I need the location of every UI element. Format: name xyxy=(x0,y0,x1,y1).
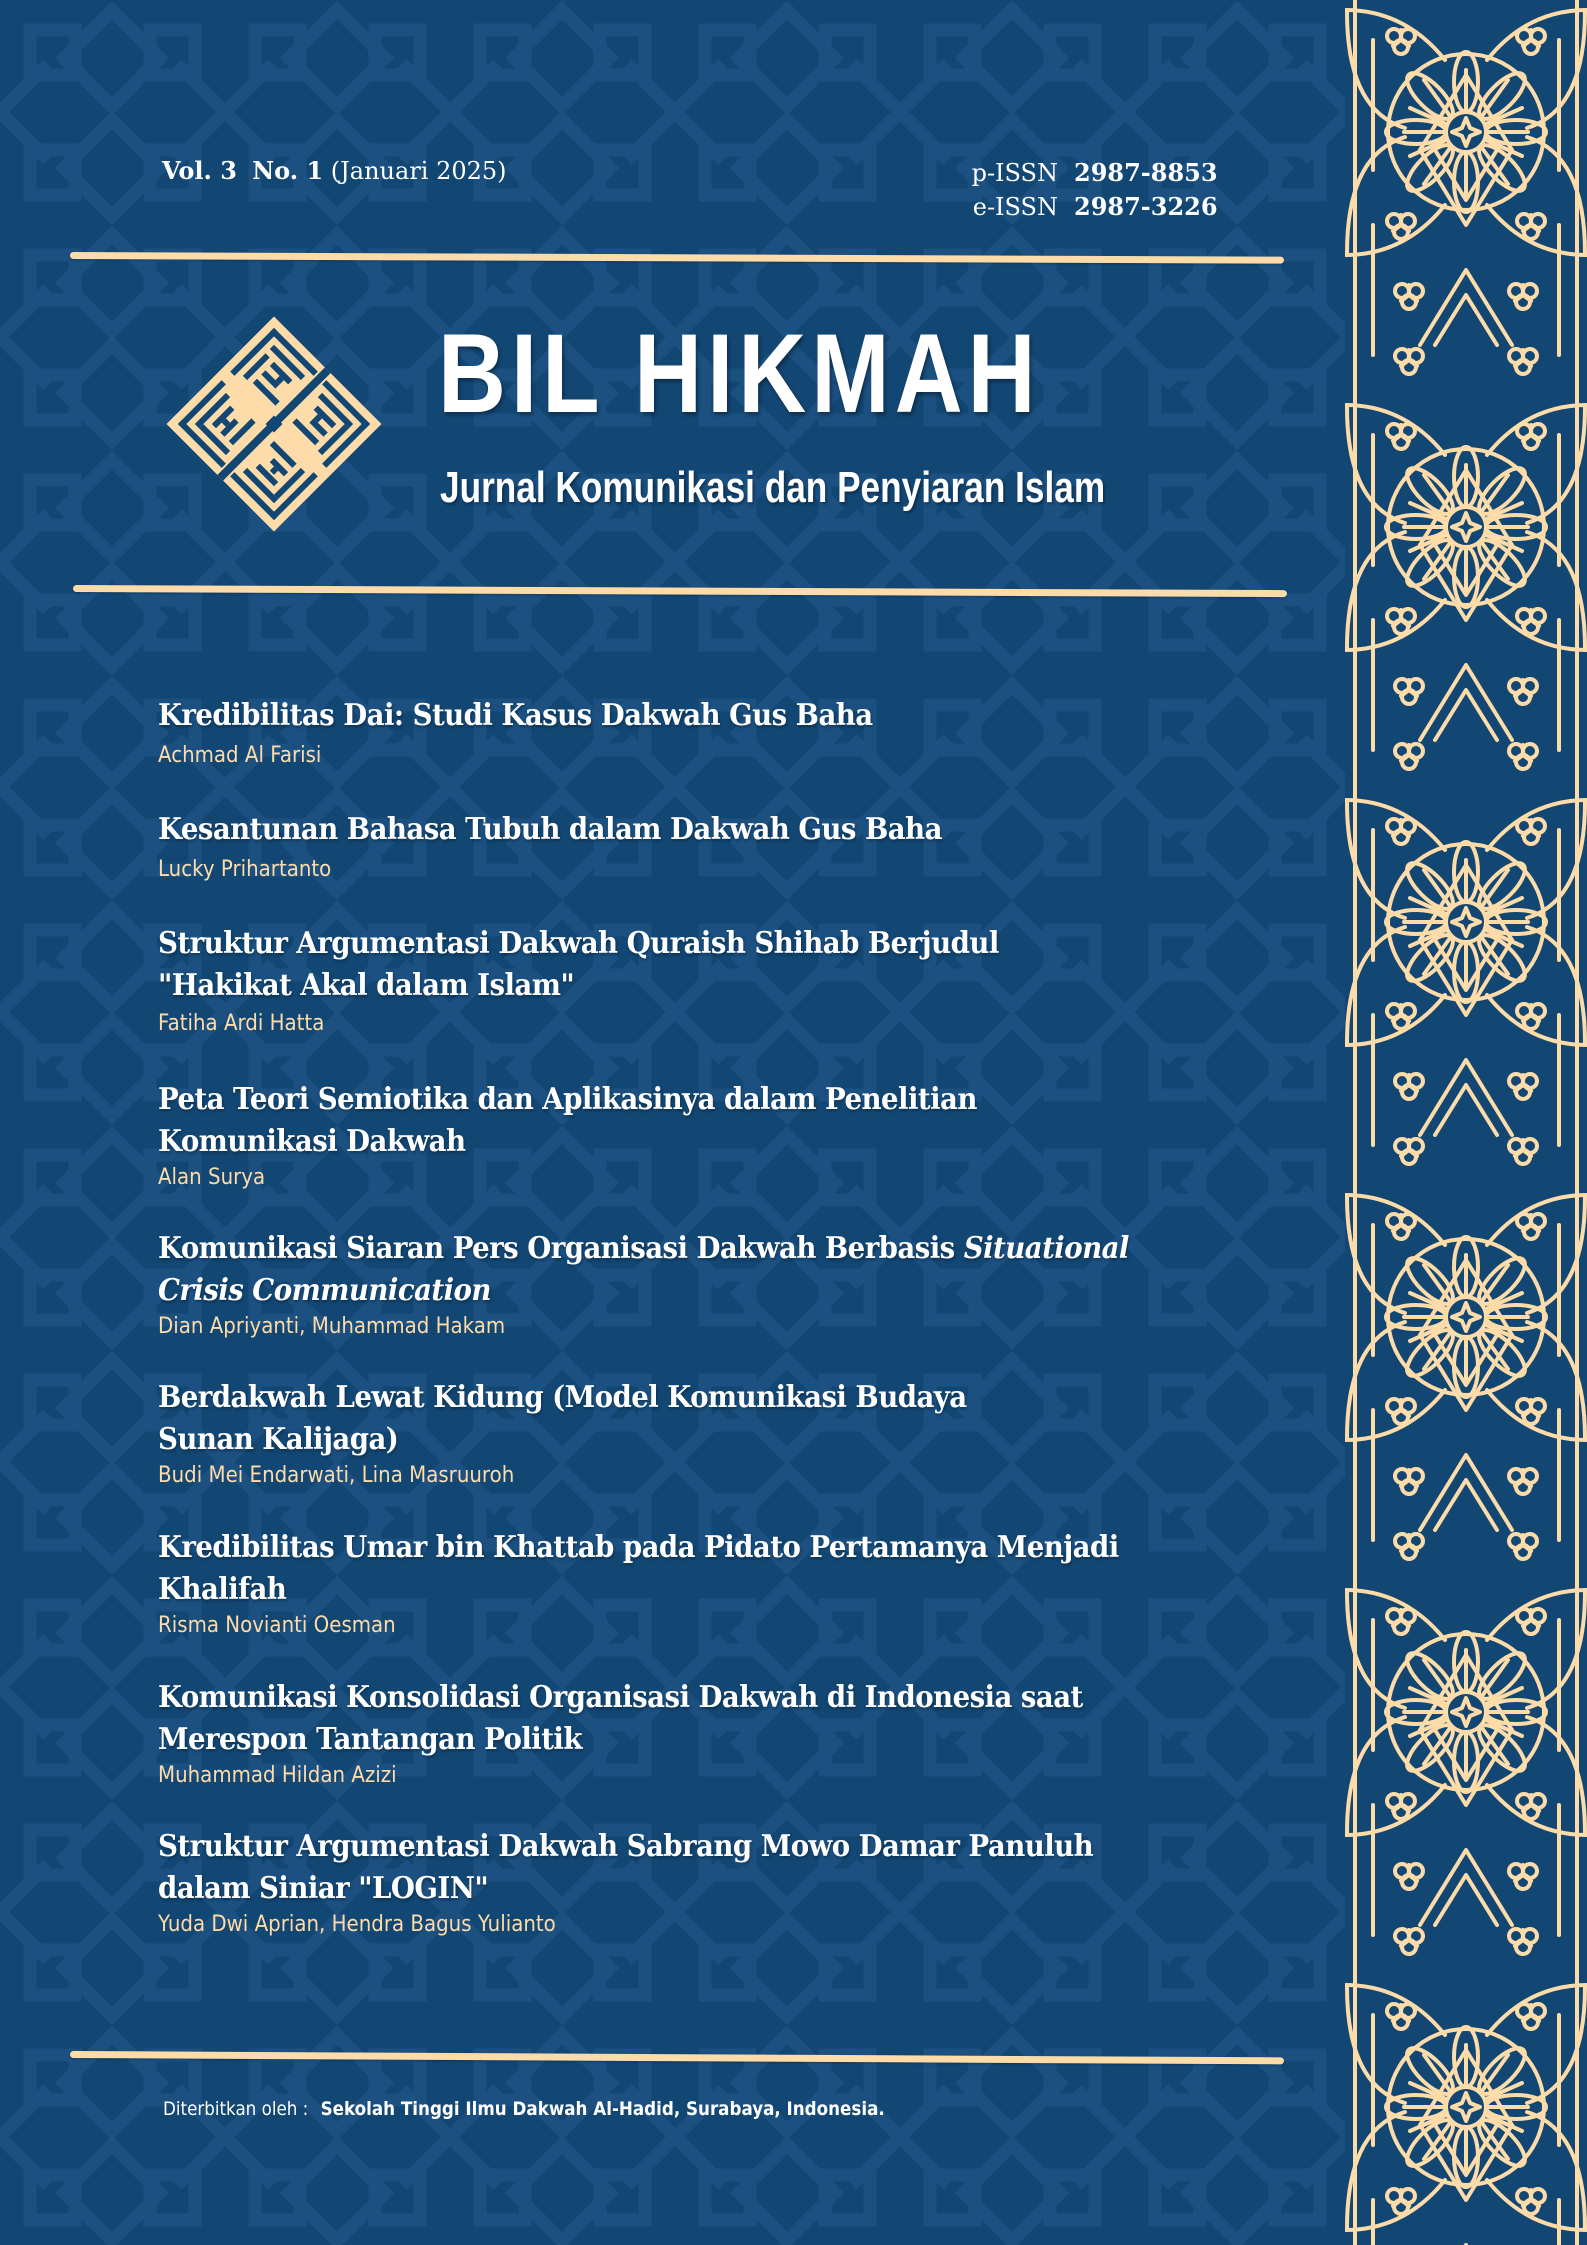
article-item[interactable] xyxy=(158,1677,1158,1791)
publisher-name: Sekolah Tinggi Ilmu Dakwah Al-Hadid, Surabaya, Indonesia. xyxy=(320,2098,885,2120)
article-item[interactable] xyxy=(158,1377,1158,1491)
issn-label: p-ISSN xyxy=(971,159,1058,187)
article-title: Struktur Argumentasi Dakwah Quraish Shihab Berjudul "Hakikat Akal dalam Islam" xyxy=(158,926,999,1003)
article-title: Peta Teori Semiotika dan Aplikasinya dalam Penelitian Komunikasi Dakwah xyxy=(158,1082,977,1159)
p-issn-row xyxy=(956,156,1218,190)
article-authors: Lucky Prihartanto xyxy=(158,857,332,882)
article-authors: Muhammad Hildan Azizi xyxy=(158,1763,397,1788)
publisher-label: Diterbitkan oleh : xyxy=(163,2098,309,2120)
issn-value: 2987-3226 xyxy=(1074,192,1218,221)
article-authors: Alan Surya xyxy=(158,1165,266,1190)
article-authors: Risma Novianti Oesman xyxy=(158,1613,396,1638)
article-item[interactable] xyxy=(158,923,1158,1039)
footer-divider xyxy=(70,2051,1284,2064)
article-authors: Dian Apriyanti, Muhammad Hakam xyxy=(158,1314,506,1339)
issn-label: e-ISSN xyxy=(972,193,1058,221)
article-title: Komunikasi Siaran Pers Organisasi Dakwah Berbasis Situational Crisis Communication xyxy=(158,1231,1129,1308)
article-authors: Achmad Al Farisi xyxy=(158,743,322,768)
article-item[interactable] xyxy=(158,1228,1158,1342)
article-title: Struktur Argumentasi Dakwah Sabrang Mowo Damar Panuluh dalam Siniar "LOGIN" xyxy=(158,1829,1094,1906)
article-authors: Yuda Dwi Aprian, Hendra Bagus Yulianto xyxy=(158,1912,556,1937)
article-title: Kredibilitas Umar bin Khattab pada Pidato Pertamanya Menjadi Khalifah xyxy=(158,1530,1119,1607)
publisher-info xyxy=(163,2098,885,2120)
article-title: Kesantunan Bahasa Tubuh dalam Dakwah Gus Baha xyxy=(158,812,942,847)
article-item[interactable] xyxy=(158,695,1158,771)
article-item[interactable] xyxy=(158,1826,1158,1940)
article-title: Kredibilitas Dai: Studi Kasus Dakwah Gus Baha xyxy=(158,698,873,733)
article-authors: Fatiha Ardi Hatta xyxy=(158,1011,325,1036)
issue-info xyxy=(162,156,507,185)
e-issn-row xyxy=(956,190,1218,224)
issue-date: (Januari 2025) xyxy=(330,157,507,185)
article-item[interactable] xyxy=(158,1079,1158,1193)
article-authors: Budi Mei Endarwati, Lina Masruuroh xyxy=(158,1463,515,1488)
top-divider xyxy=(70,252,1284,264)
journal-subtitle: Jurnal Komunikasi dan Penyiaran Islam xyxy=(440,463,1106,512)
issn-value: 2987-8853 xyxy=(1074,158,1218,187)
number-label: No. 1 xyxy=(252,156,324,185)
article-item[interactable] xyxy=(158,809,1158,885)
masthead-bottom-divider xyxy=(73,585,1287,597)
article-title: Komunikasi Konsolidasi Organisasi Dakwah di Indonesia saat Merespon Tantangan Politik xyxy=(158,1680,1083,1757)
volume-label: Vol. 3 xyxy=(162,156,237,185)
article-title: Berdakwah Lewat Kidung (Model Komunikasi Budaya Sunan Kalijaga) xyxy=(158,1380,967,1457)
floral-ornament-border xyxy=(1345,0,1587,2245)
issn-info xyxy=(956,156,1218,224)
kufic-square-calligraphy-icon xyxy=(162,312,386,536)
article-item[interactable] xyxy=(158,1527,1158,1641)
journal-title: BIL HIKMAH xyxy=(438,311,1041,436)
